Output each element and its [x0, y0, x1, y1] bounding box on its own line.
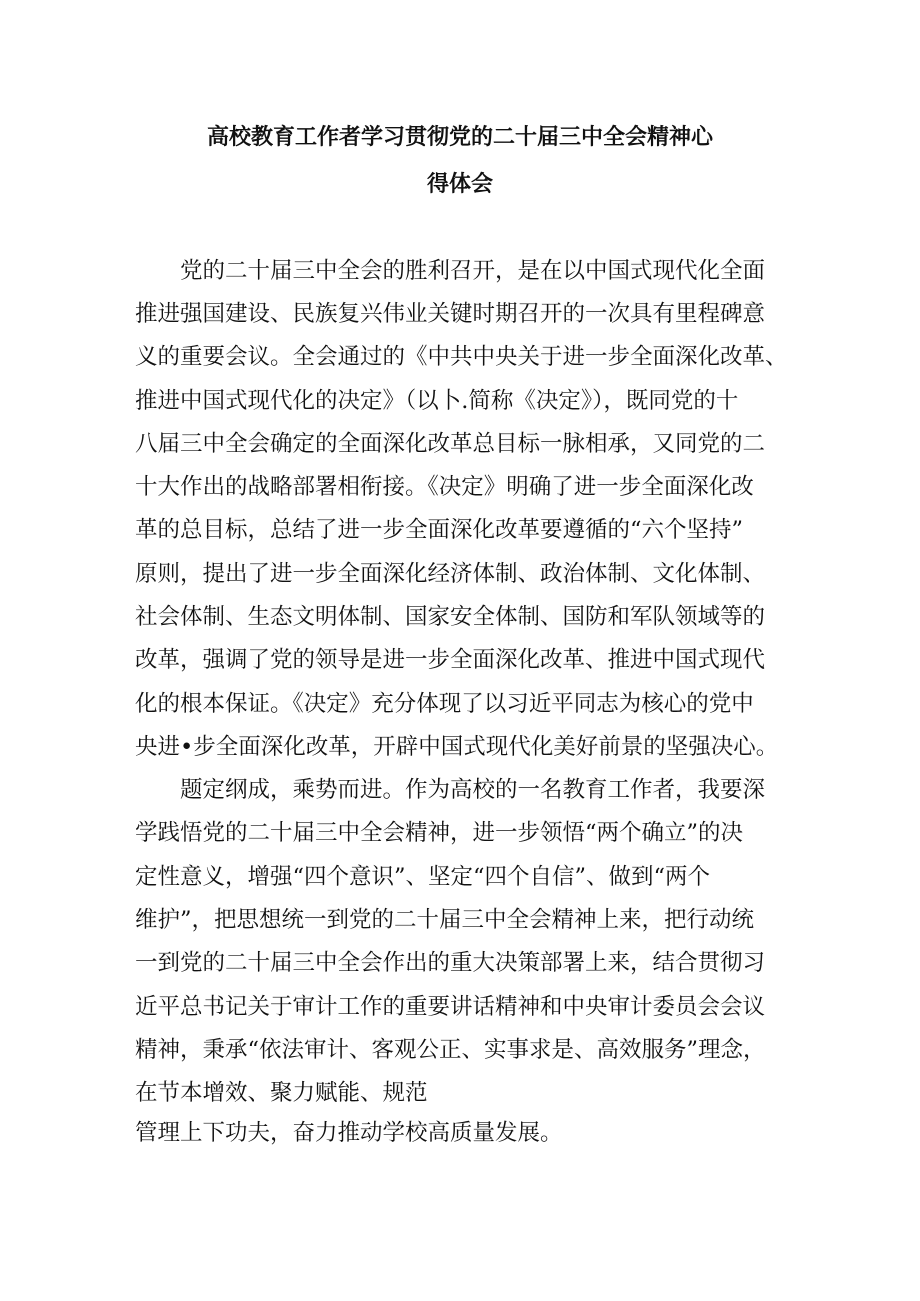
paragraph-line: 十大作出的战略部署相衔接。《决定》明确了进一步全面深化改 — [135, 474, 754, 500]
paragraph-line: 管理上下功夫，奋力推动学校高质量发展。 — [135, 1120, 563, 1146]
paragraph-line: 党的二十届三中全会的胜利召开，是在以中国式现代化全面 — [180, 258, 766, 284]
paragraph-line: 学践悟党的二十届三中全会精神，进一步领悟“两个确立”的决 — [135, 820, 744, 846]
paragraph-line: 原则，提出了进一步全面深化经济体制、政治体制、文化体制、 — [135, 561, 766, 587]
paragraph-line: 推进中国式现代化的决定》（以卜.简称《决定》），既同党的十 — [135, 388, 739, 414]
paragraph-line: 义的重要会议。全会通过的《中共中央关于进一步全面深化改革、 — [135, 344, 788, 370]
paragraph-line: 精神，秉承“依法审计、客观公正、实事求是、高效服务”理念， — [135, 1037, 766, 1063]
paragraph-line: 近平总书记关于审计工作的重要讲话精神和中央审计委员会会议 — [135, 994, 766, 1020]
paragraph-line: 央进•步全面深化改革，开辟中国式现代化美好前景的坚强决心。 — [135, 734, 779, 760]
paragraph-line: 题定纲成，乘势而进。作为高校的一名教育工作者，我要深 — [180, 777, 766, 803]
paragraph-line: 化的根本保证。《决定》充分体现了以习近平同志为核心的党中 — [135, 691, 754, 717]
paragraph-line: 改革，强调了党的领导是进一步全面深化改革、推进中国式现代 — [135, 647, 766, 673]
document-title-line-1: 高校教育工作者学习贯彻党的二十届三中全会精神心 — [206, 125, 713, 150]
paragraph-line: 定性意义，增强“四个意识”、坚定“四个自信”、做到“两个 — [135, 864, 711, 890]
paragraph-line: 一到党的二十届三中全会作出的重大决策部署上来，结合贯彻习 — [135, 950, 766, 976]
paragraph-line: 在节本增效、聚力赋能、规范 — [135, 1080, 428, 1106]
paragraph-line: 革的总目标，总结了进一步全面深化改革要遵循的“六个坚持” — [135, 517, 744, 543]
paragraph-line: 八届三中全会确定的全面深化改革总目标一脉相承，又同党的二 — [135, 431, 766, 457]
paragraph-line: 推进强国建设、民族复兴伟业关键时期召开的一次具有里程碑意 — [135, 301, 766, 327]
paragraph-line: 社会体制、生态文明体制、国家安全体制、国防和军队领域等的 — [135, 604, 766, 630]
paragraph-line: 维护”，把思想统一到党的二十届三中全会精神上来，把行动统 — [135, 907, 755, 933]
document-title-line-2: 得体会 — [426, 172, 493, 197]
